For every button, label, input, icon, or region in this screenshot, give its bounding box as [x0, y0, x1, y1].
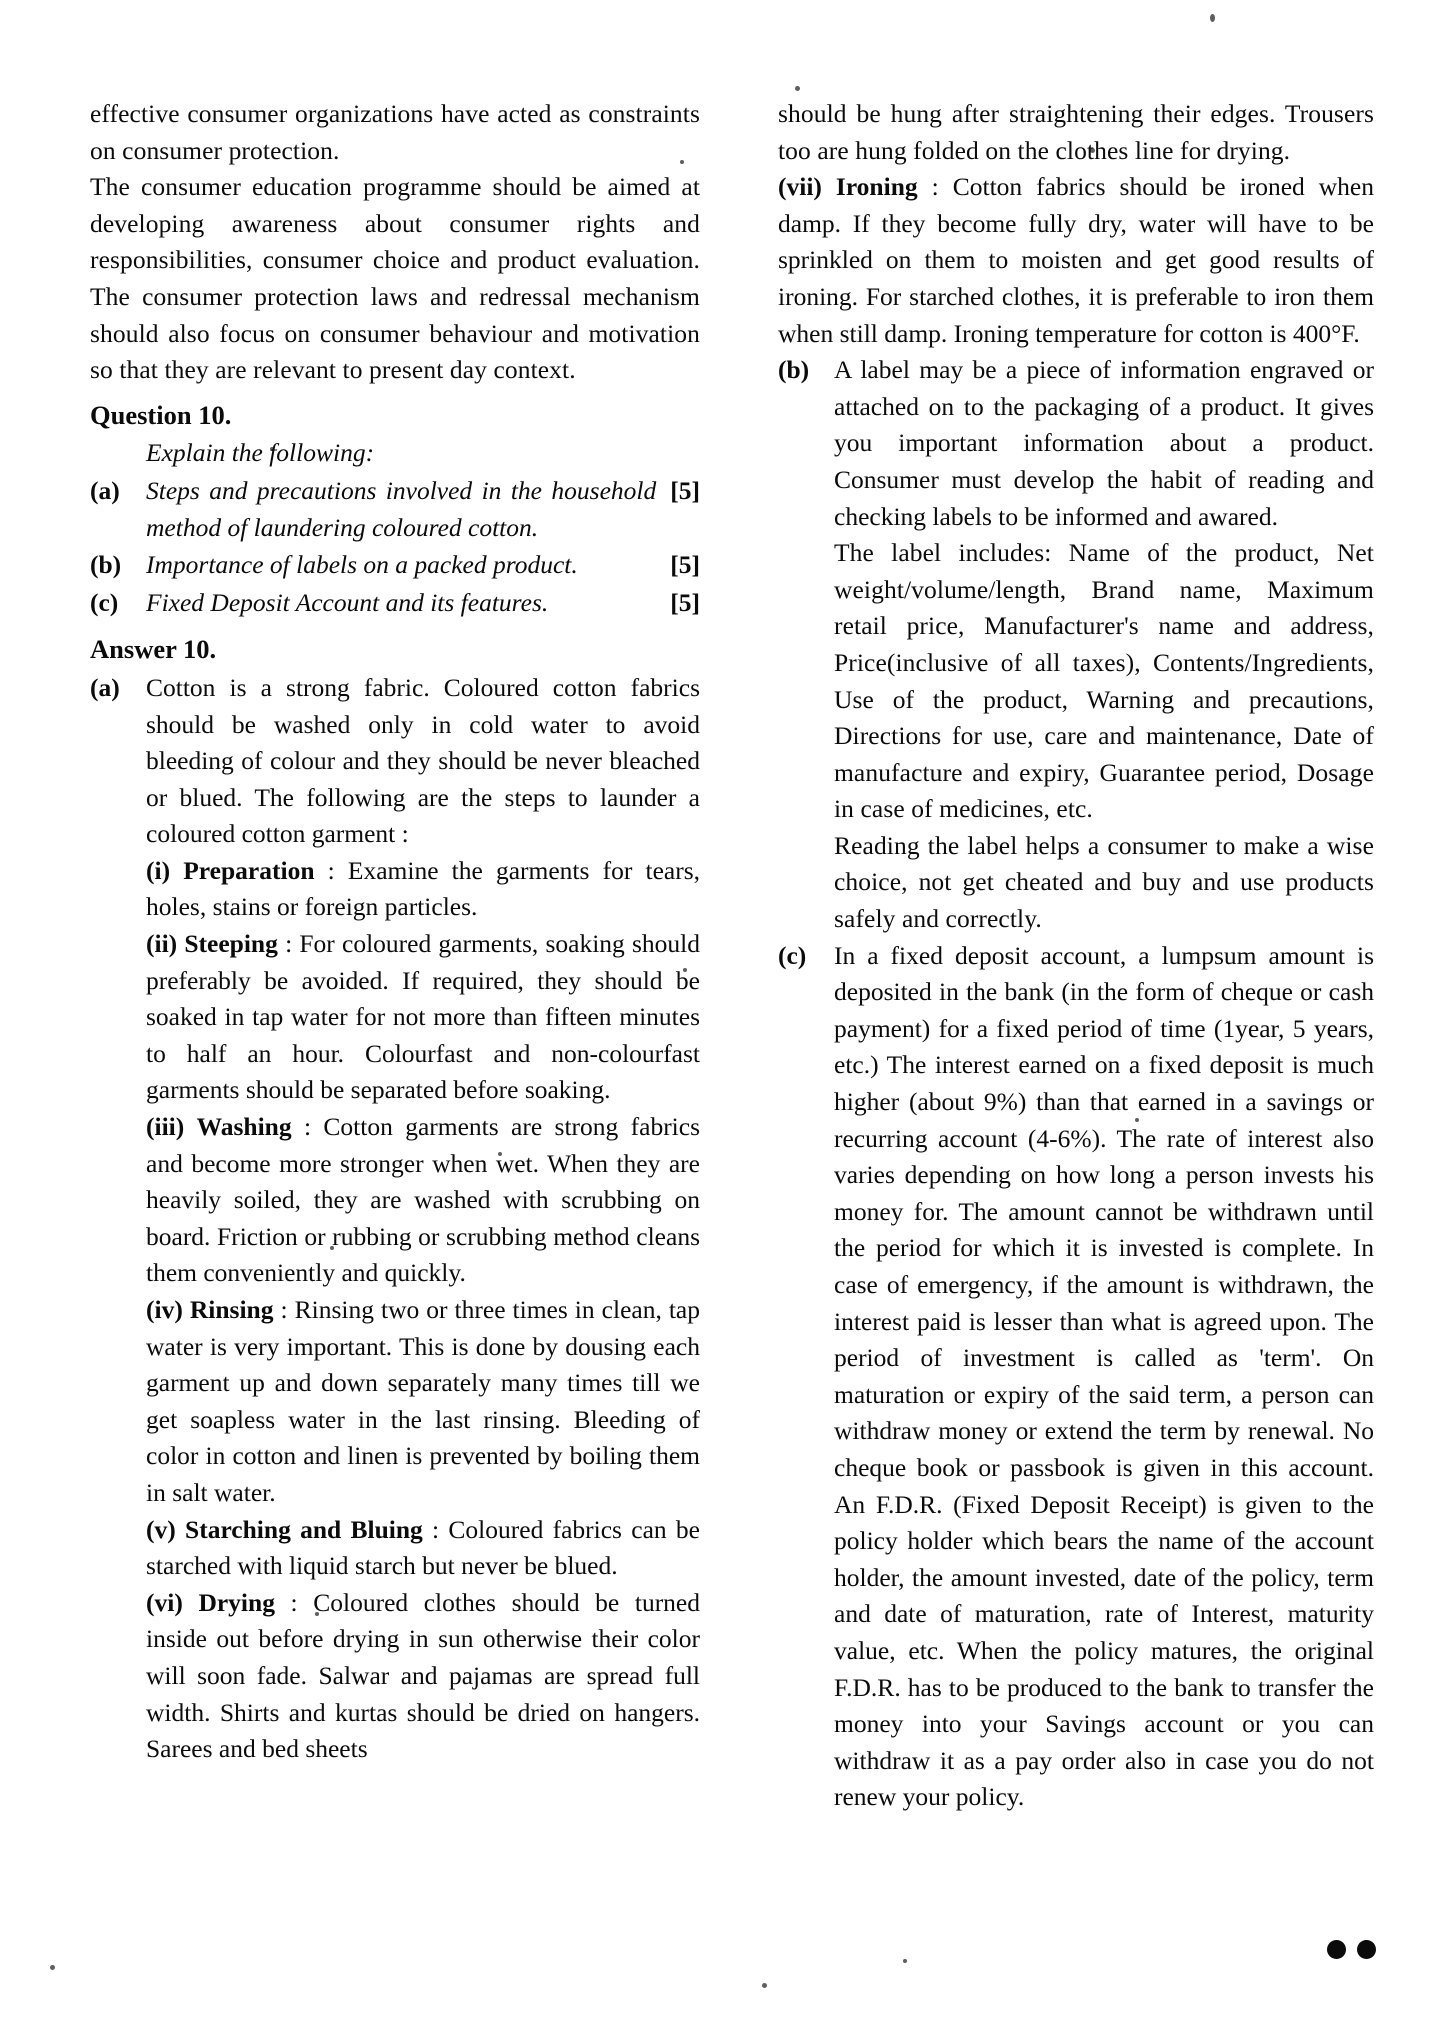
answer-c-label: (c) — [778, 940, 807, 970]
question-item-a-marks: [5] — [670, 475, 700, 505]
question-item-b-text: Importance of labels on a packed product. — [146, 550, 578, 580]
question-item-b-label: (b) — [90, 550, 122, 580]
drying-continued: should be hung after straightening their edges. Trousers too are hung folded on the clothes line for drying. — [778, 99, 1374, 165]
laundering-step-i-term: Preparation — [183, 855, 315, 885]
laundering-step-v-text: Coloured fabrics can be starched with liquid starch but never be blued. — [146, 1514, 700, 1581]
answer-b-paragraph-3: Reading the label helps a consumer to make a wise choice, not get cheated and buy and use products safely and correctly. — [834, 830, 1374, 934]
question-item-c — [90, 585, 700, 622]
left-column — [90, 96, 722, 1967]
end-dot-1 — [1327, 1940, 1346, 1959]
laundering-step-iv-term: Rinsing — [189, 1295, 274, 1324]
laundering-step-vii-text: Cotton fabrics should be ironed when damp. If they become fully dry, water will have to be sprinkled on them to moisten and get good results of ironing. For starched clothes, it is preferable to iron them when still damp. Ironing temperature for cotton is 400°F. — [778, 172, 1374, 348]
end-dot-2 — [1357, 1940, 1376, 1959]
laundering-step-vi — [90, 1585, 700, 1768]
laundering-step-vii — [778, 169, 1374, 352]
question-item-a-text-wrap — [146, 473, 700, 546]
laundering-step-ii-text: For coloured garments, soaking should preferably be avoided. If required, they should be soaked in tap water for not more than fifteen minutes to half an hour. Colourfast and non-colourfast garments should be separated before soaking. — [146, 929, 700, 1105]
question-item-c-marks: [5] — [670, 587, 700, 617]
answer-c — [778, 938, 1374, 1816]
paragraph-continued-2: The consumer education programme should be aimed at developing awareness about consumer rights and responsibilities, consumer choice and product evaluation. The consumer protection laws and redressal mechanism should also focus on consumer behaviour and motivation so that they are relevant to present day context. — [90, 172, 700, 385]
right-column — [722, 96, 1374, 1967]
end-of-answer-marker — [1327, 1940, 1376, 1959]
laundering-step-vii-number: (vii) — [778, 172, 822, 202]
question-intro: Explain the following: — [146, 438, 375, 468]
answer-b — [778, 352, 1374, 535]
laundering-step-ii-number: (ii) — [146, 929, 178, 959]
question-heading: Question 10. — [90, 399, 232, 430]
answer-heading: Answer 10. — [90, 634, 217, 665]
question-item-b — [90, 547, 700, 584]
answer-a — [90, 670, 700, 853]
laundering-step-v-term: Starching and Bluing — [185, 1514, 423, 1544]
answer-b-paragraph-2: The label includes: Name of the product, Net weight/volume/length, Brand name, Maximum retail price, Manufacturer's name and address, Price(inclusive of all taxes), Contents/Ingredients, Use of the product, Warning and precautions, Directions for use, care and maintenance, Date of manufacture and expiry, Guarantee period, Dosage in case of medicines, etc. — [834, 538, 1374, 824]
answer-a-intro: Cotton is a strong fabric. Coloured cotton fabrics should be washed only in cold water to avoid bleeding of colour and they should be never bleached or blued. The following are the steps to launder a coloured cotton garment : — [146, 672, 700, 849]
laundering-step-iv-text: Rinsing two or three times in clean, tap water is very important. This is done by dousing each garment up and down separately many times till we get soapless water in the last rinsing. Bleeding of color in cotton and linen is prevented by boiling them in salt water. — [146, 1295, 701, 1507]
paragraph-continued-1: effective consumer organizations have acted as constraints on consumer protection. — [90, 99, 700, 165]
laundering-step-vi-text: Coloured clothes should be turned inside out before drying in sun otherwise their color will soon fade. Salwar and pajamas are spread full width. Shirts and kurtas should be dried on hangers. Sarees and bed sheets — [146, 1587, 700, 1764]
laundering-step-i-separator: : — [314, 855, 348, 885]
laundering-step-vi-separator: : — [274, 1587, 314, 1617]
laundering-step-iii — [90, 1109, 700, 1292]
laundering-step-i-text: Examine the garments for tears, holes, stains or foreign particles. — [146, 855, 700, 922]
question-item-b-text-wrap — [146, 547, 700, 584]
laundering-step-i-number: (i) — [146, 855, 171, 885]
question-item-c-text: Fixed Deposit Account and its features. — [146, 587, 549, 617]
laundering-step-ii — [90, 926, 700, 1109]
question-item-b-marks: [5] — [670, 550, 700, 580]
question-item-a-label: (a) — [90, 475, 120, 505]
laundering-step-iv-number: (iv) — [146, 1295, 183, 1324]
laundering-step-iii-term: Washing — [196, 1112, 292, 1142]
laundering-step-v-number: (v) — [146, 1514, 176, 1544]
question-item-a — [90, 473, 700, 546]
laundering-step-iii-text: Cotton garments are strong fabrics and become more stronger when wet. When they are heavily soiled, they are washed with scrubbing on board. Friction or rubbing or scrubbing method cleans them conveniently and quickly. — [146, 1112, 701, 1288]
laundering-step-vii-term: Ironing — [835, 172, 918, 202]
answer-b-label: (b) — [778, 355, 810, 385]
answer-c-paragraph-1: In a fixed deposit account, a lumpsum amount is deposited in the bank (in the form of cheque or cash payment) for a fixed period of time (1year, 5 years, etc.) The interest earned on a fixed deposit is much higher (about 9%) than that earned in a savings or recurring account (4-6%). The rate of interest also varies depending on how long a person invests his money for. The amount cannot be withdrawn until the period for which it is invested is complete. In case of emergency, if the amount is withdrawn, the interest paid is lesser than what is agreed upon. The period of investment is called as 'term'. On maturation or expiry of the said term, a person can withdraw money or extend the term by renewal. No cheque book or passbook is given in this account. An F.D.R. (Fixed Deposit Receipt) is given to the policy holder which bears the name of the account holder, the amount invested, date of the policy, term and date of maturation, rate of Interest, maturity value, etc. When the policy matures, the original F.D.R. has to be produced to the bank to transfer the money into your Savings account or you can withdraw it as a pay order also in case you do not renew your policy. — [834, 940, 1374, 1812]
laundering-step-v-separator: : — [422, 1514, 449, 1544]
laundering-step-vi-term: Drying — [198, 1587, 275, 1617]
laundering-step-vi-number: (vi) — [146, 1587, 183, 1617]
laundering-step-v — [90, 1512, 700, 1585]
answer-a-label: (a) — [90, 672, 120, 702]
answer-b-paragraph-1: A label may be a piece of information engraved or attached on to the packaging of a product. It gives you important information about a product. Consumer must develop the habit of reading and checking labels to be informed and awared. — [834, 355, 1374, 531]
laundering-step-iii-number: (iii) — [146, 1112, 185, 1142]
laundering-step-ii-separator: : — [277, 929, 300, 959]
question-item-c-text-wrap — [146, 585, 700, 622]
question-item-a-text: Steps and precautions involved in the household method of laundering coloured cotton. — [146, 475, 657, 542]
laundering-step-i — [90, 853, 700, 926]
laundering-step-ii-term: Steeping — [184, 929, 278, 959]
laundering-step-vii-separator: : — [917, 172, 953, 202]
laundering-step-iii-separator: : — [291, 1112, 324, 1142]
laundering-step-iv — [90, 1292, 700, 1512]
laundering-step-iv-separator: : — [273, 1295, 295, 1324]
question-item-c-label: (c) — [90, 587, 119, 617]
